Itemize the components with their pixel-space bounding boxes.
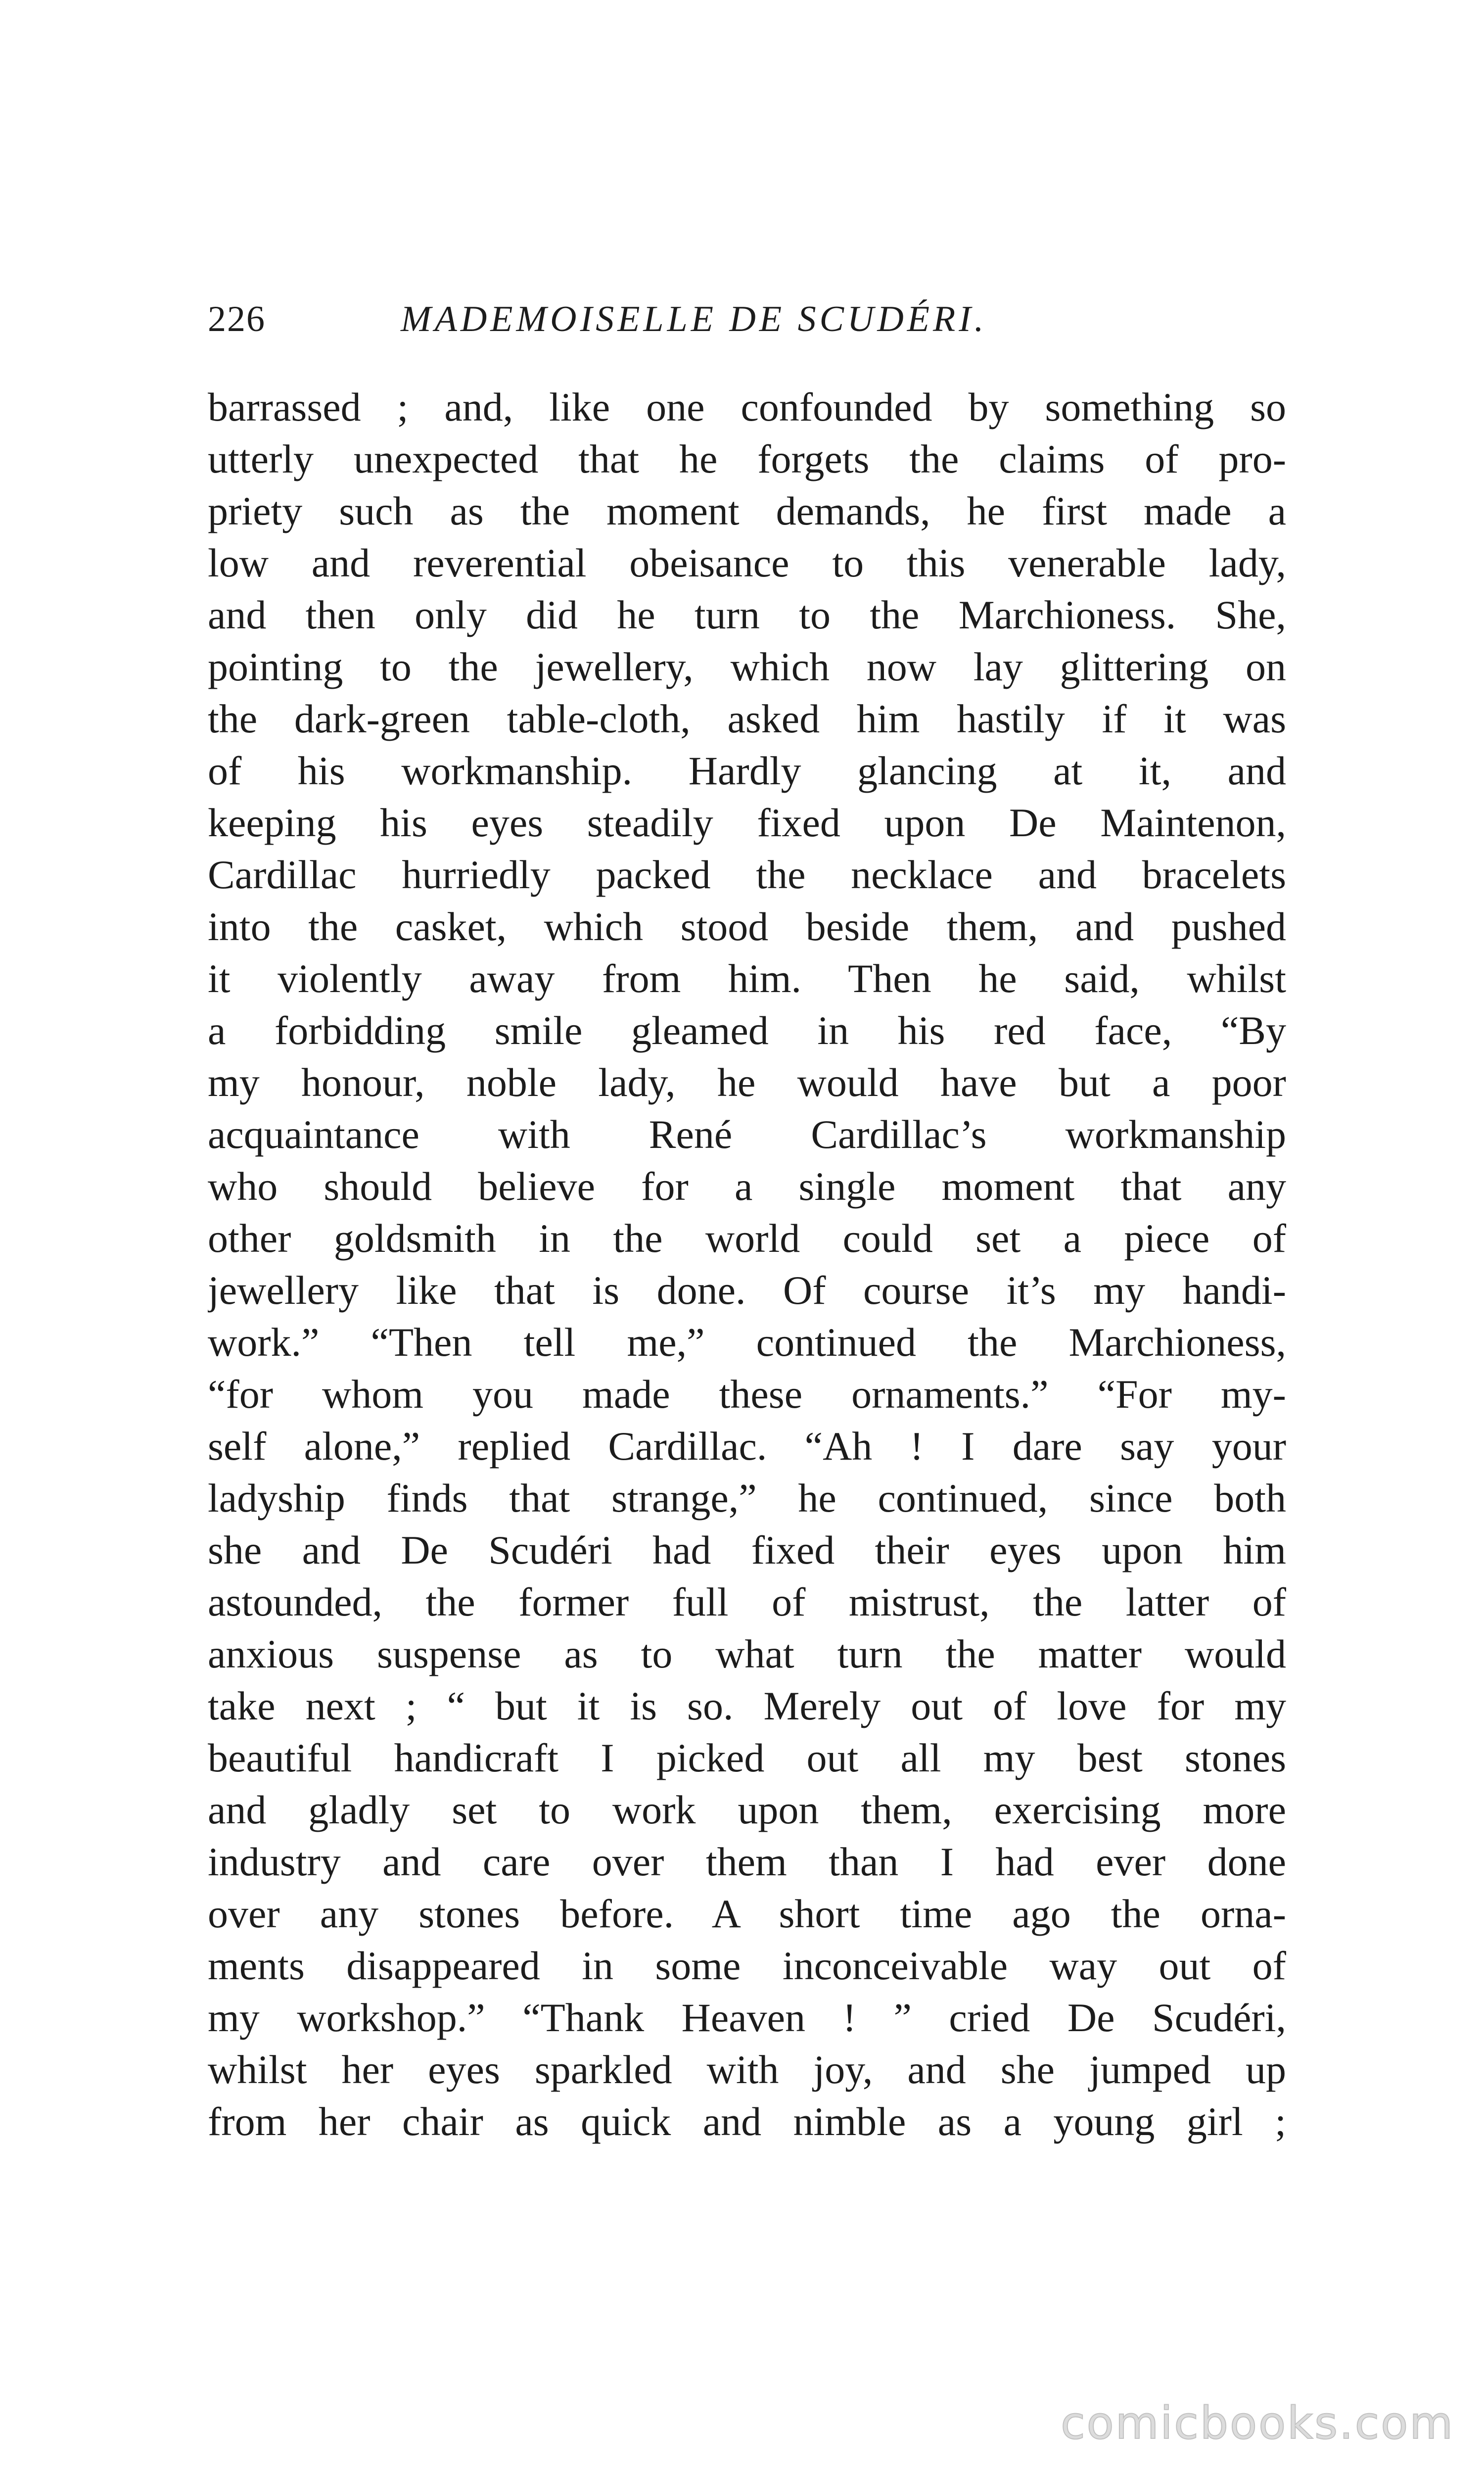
text-line: it violently away from him. Then he said, whilst: [208, 956, 1286, 1001]
running-head: MADEMOISELLE DE SCUDÉRI.: [401, 299, 987, 339]
text-line: astounded, the former full of mistrust, the latter of: [208, 1579, 1286, 1624]
text-line: industry and care over them than I had ever done: [208, 1839, 1286, 1884]
text-line: beautiful handicraft I picked out all my best stones: [208, 1735, 1286, 1780]
body-text: [208, 381, 1286, 2147]
text-line: into the casket, which stood beside them, and pushed: [208, 904, 1286, 949]
page-number: 226: [208, 299, 266, 339]
text-line: take next ; “ but it is so. Merely out of love for my: [208, 1683, 1286, 1728]
text-line: anxious suspense as to what turn the matter would: [208, 1631, 1286, 1676]
text-line: and then only did he turn to the Marchioness. She,: [208, 592, 1286, 637]
text-line: “for whom you made these ornaments.” “For my-: [208, 1372, 1286, 1417]
text-line: barrassed ; and, like one confounded by something so: [208, 384, 1286, 429]
text-line: and gladly set to work upon them, exercising more: [208, 1787, 1286, 1832]
text-line: keeping his eyes steadily fixed upon De Maintenon,: [208, 800, 1286, 845]
text-line: whilst her eyes sparkled with joy, and she jumped up: [208, 2047, 1286, 2092]
text-line: my workshop.” “Thank Heaven ! ” cried De Scudéri,: [208, 1995, 1286, 2040]
watermark: comicbooks.com: [1061, 2397, 1454, 2449]
text-line: over any stones before. A short time ago the orna-: [208, 1891, 1286, 1936]
text-line: of his workmanship. Hardly glancing at it, and: [208, 748, 1286, 793]
text-line: who should believe for a single moment that any: [208, 1164, 1286, 1209]
text-line: utterly unexpected that he forgets the claims of pro-: [208, 436, 1286, 481]
text-line: priety such as the moment demands, he first made a: [208, 488, 1286, 533]
text-line: a forbidding smile gleamed in his red face, “By: [208, 1008, 1286, 1053]
text-line: she and De Scudéri had fixed their eyes upon him: [208, 1527, 1286, 1572]
text-line: my honour, noble lady, he would have but a poor: [208, 1060, 1286, 1105]
text-line: the dark-green table-cloth, asked him hastily if it was: [208, 696, 1286, 741]
text-line: work.” “Then tell me,” continued the Marchioness,: [208, 1320, 1286, 1365]
text-line: pointing to the jewellery, which now lay glittering on: [208, 644, 1286, 689]
text-line: self alone,” replied Cardillac. “Ah ! I dare say your: [208, 1424, 1286, 1469]
text-line: ments disappeared in some inconceivable way out of: [208, 1943, 1286, 1988]
page-header: [208, 292, 1286, 346]
text-line: jewellery like that is done. Of course it’s my handi-: [208, 1268, 1286, 1313]
text-line: other goldsmith in the world could set a piece of: [208, 1216, 1286, 1261]
text-line: ladyship finds that strange,” he continued, since both: [208, 1475, 1286, 1521]
text-line: Cardillac hurriedly packed the necklace and bracelets: [208, 852, 1286, 897]
text-line: acquaintance with René Cardillac’s workmanship: [208, 1112, 1286, 1157]
text-line: low and reverential obeisance to this venerable lady,: [208, 540, 1286, 585]
text-line: from her chair as quick and nimble as a young girl ;: [208, 2099, 1286, 2144]
